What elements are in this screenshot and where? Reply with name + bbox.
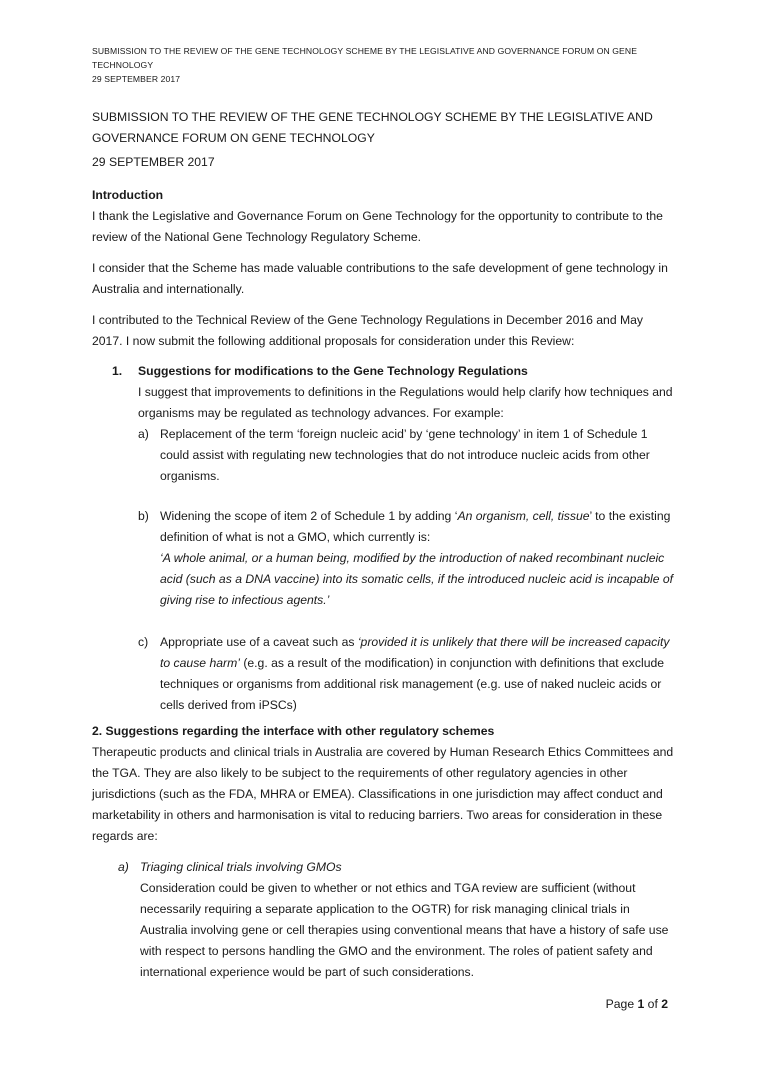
- list-item-text: [160, 506, 676, 611]
- section-2-heading: 2. Suggestions regarding the interface with other regulatory schemes: [92, 724, 495, 738]
- list-item-label: b): [138, 509, 149, 523]
- text-run: ’ to the existing definition of what is not a GMO, which currently is:: [160, 509, 671, 544]
- text-run: Widening the scope of item 2 of Schedule 1 by adding ‘: [160, 509, 458, 523]
- title-line: GOVERNANCE FORUM ON GENE TECHNOLOGY: [92, 131, 375, 145]
- running-header-line: TECHNOLOGY: [92, 60, 154, 70]
- introduction-paragraph: I thank the Legislative and Governance Forum on Gene Technology for the opportunity to contribute to the review of the National Gene Technology Regulatory Scheme.: [92, 209, 663, 244]
- page-number: [606, 997, 668, 1011]
- text-run: Consideration could be given to whether or not ethics and TGA review are sufficient (without necessarily requiring a separate application to the OGTR) for risk managing clinical trials in Australia involving gene or cell therapies using conventional means that have a history of safe use with respect to persons handling the GMO and the environment. The roles of patient safety and international experience would be part of such considerations.: [140, 881, 669, 979]
- emphasis-text: ‘provided it is unlikely that there will be increased capacity to cause harm’: [160, 635, 670, 670]
- section-1-intro: I suggest that improvements to definitions in the Regulations would help clarify how techniques and organisms may be regulated as technology advances. For example:: [138, 385, 673, 420]
- page-total: 2: [661, 997, 668, 1011]
- introduction-paragraph: I consider that the Scheme has made valuable contributions to the safe development of gene technology in Australia and internationally.: [92, 261, 668, 296]
- text-run: (e.g. as a result of the modification) in conjunction with definitions that exclude techniques or organisms from additional risk management (e.g. use of naked nucleic acids or cells derived from iPSCs): [160, 656, 665, 712]
- text-run: Appropriate use of a caveat such as: [160, 635, 358, 649]
- list-item: [92, 632, 676, 716]
- section-2-intro: Therapeutic products and clinical trials in Australia are covered by Human Research Ethics Committees and the TGA. They are also likely to be subject to the requirements of other regulatory agencies in other jurisdictions (such as the FDA, MHRA or EMEA). Classifications in one jurisdiction may affect conduct and marketability in others and harmonisation is vital to reducing barriers. Two areas for consideration in these regards are:: [92, 745, 674, 843]
- list-item-text: [160, 632, 676, 716]
- document-title: [92, 107, 672, 149]
- list-item: [92, 424, 676, 487]
- section-2: [92, 721, 676, 983]
- introduction-paragraph: I contributed to the Technical Review of the Gene Technology Regulations in December 2016 and May 2017. I now submit the following additional proposals for consideration under this Review:: [92, 313, 644, 348]
- section-1: [92, 361, 676, 716]
- running-header-line: SUBMISSION TO THE REVIEW OF THE GENE TECHNOLOGY SCHEME BY THE LEGISLATIVE AND GOVERNANCE FORUM ON GENE: [92, 46, 638, 56]
- document-body: [92, 185, 676, 983]
- page-of: of: [644, 997, 662, 1011]
- section-title: Suggestions for modifications to the Gene Technology Regulations: [138, 364, 528, 378]
- list-item-label: c): [138, 635, 149, 649]
- list-item-text: Replacement of the term ‘foreign nucleic acid’ by ‘gene technology’ in item 1 of Schedule 1 could assist with regulating new technologies that do not introduce nucleic acids from other organisms.: [160, 427, 650, 483]
- section-number: 1.: [112, 364, 123, 378]
- list-item-title: Triaging clinical trials involving GMOs: [140, 860, 342, 874]
- document-date: 29 SEPTEMBER 2017: [92, 155, 215, 169]
- title-line: SUBMISSION TO THE REVIEW OF THE GENE TECHNOLOGY SCHEME BY THE LEGISLATIVE AND: [92, 110, 653, 124]
- running-header-date: 29 SEPTEMBER 2017: [92, 74, 181, 84]
- list-item-label: a): [118, 860, 129, 874]
- list-item: [92, 857, 676, 983]
- list-item-label: a): [138, 427, 149, 441]
- running-header: [92, 44, 672, 86]
- list-item: [92, 506, 676, 611]
- page-prefix: Page: [605, 997, 638, 1011]
- section-1-heading: [92, 361, 676, 382]
- introduction-heading: Introduction: [92, 188, 164, 202]
- list-item-text: [140, 857, 676, 983]
- emphasis-text: An organism, cell, tissue: [457, 509, 590, 523]
- quoted-definition: ‘A whole animal, or a human being, modified by the introduction of naked recombinant nucleic acid (such as a DNA vaccine) into its somatic cells, if the introduced nucleic acid is incapable of giving rise to infectious agents.’: [160, 551, 674, 607]
- page-current: 1: [637, 997, 645, 1011]
